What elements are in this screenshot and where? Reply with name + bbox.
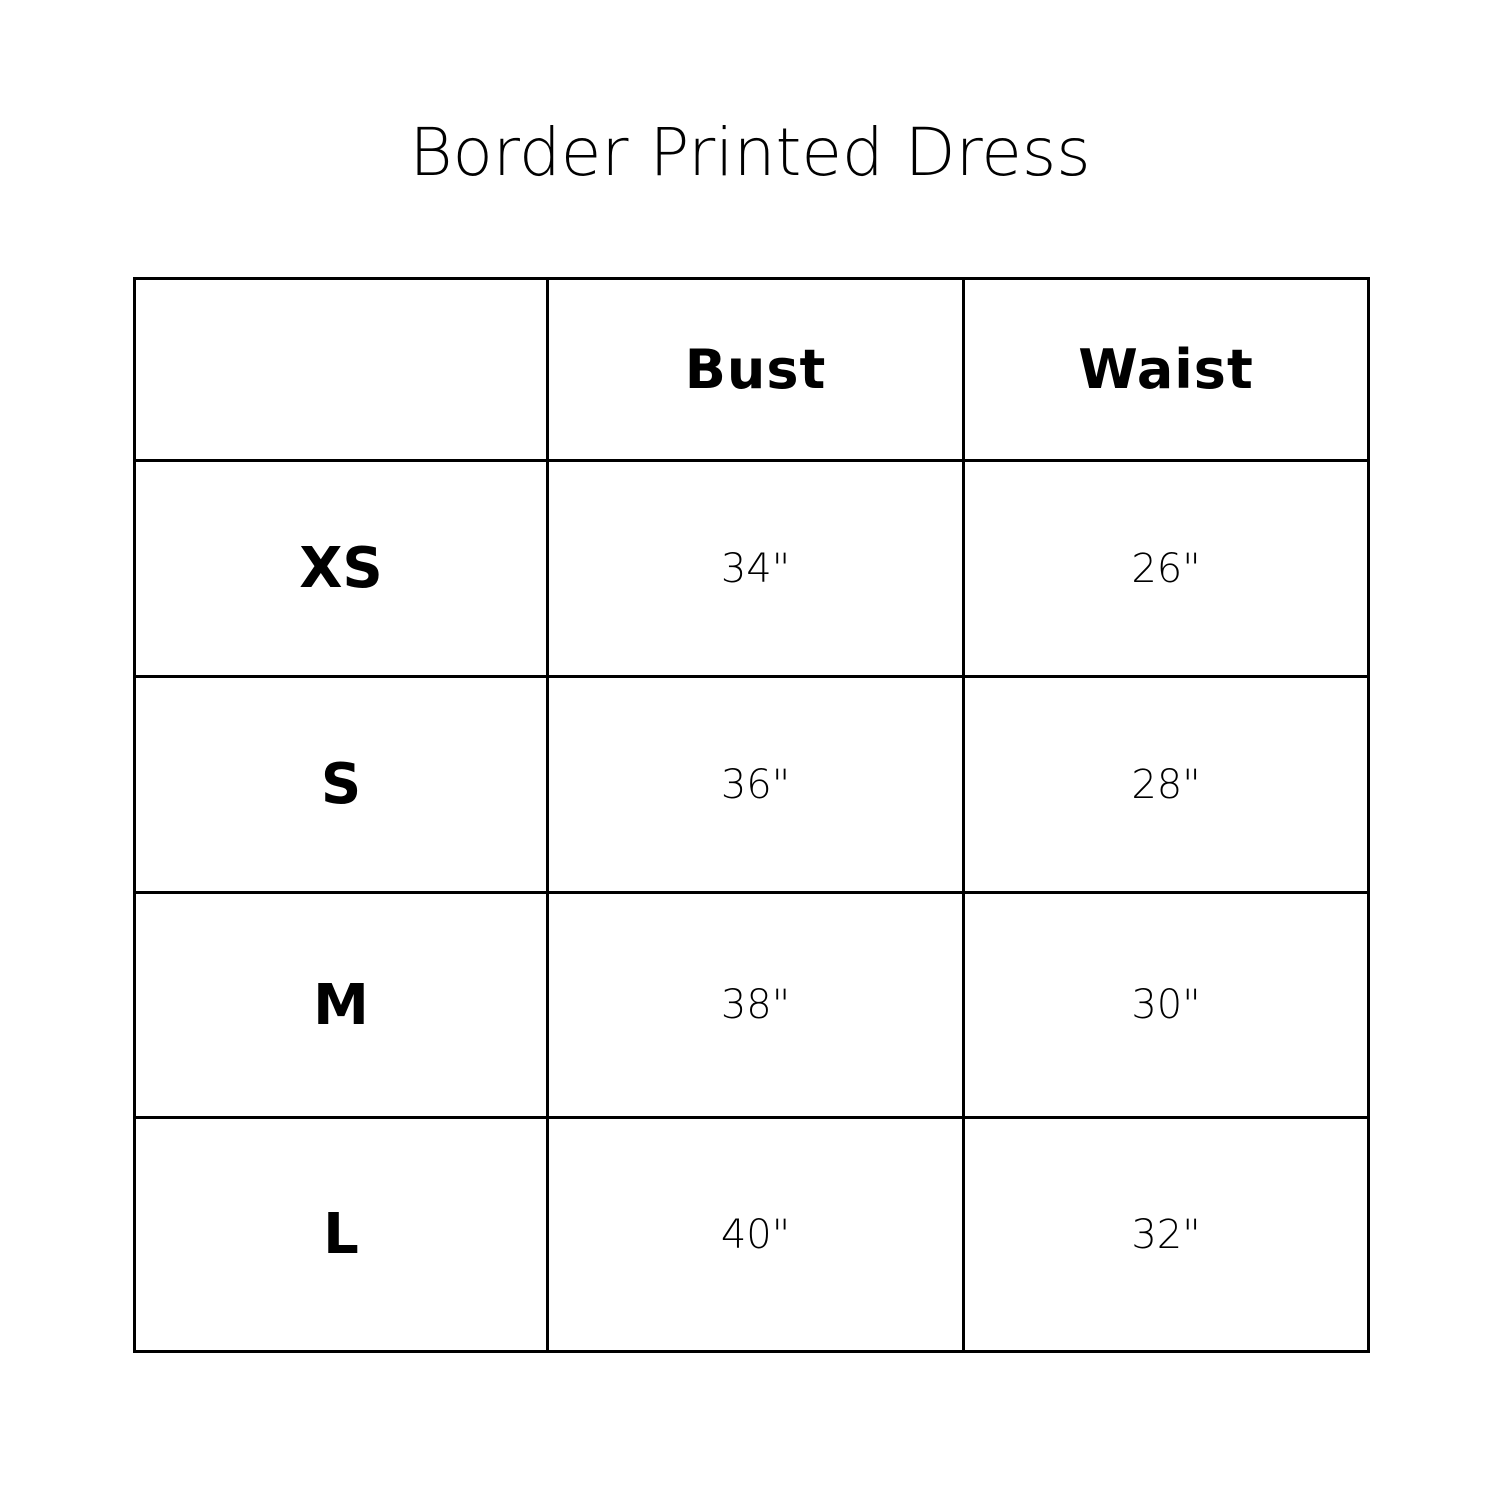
table-row	[135, 461, 1369, 677]
corner-cell	[135, 279, 548, 461]
size-chart-table	[133, 277, 1370, 1353]
column-header-bust: Bust	[548, 279, 964, 461]
page-title: Border Printed Dress	[409, 114, 1091, 191]
table-row	[135, 1118, 1369, 1352]
size-label: S	[135, 677, 548, 893]
column-header-waist: Waist	[964, 279, 1369, 461]
size-label: M	[135, 893, 548, 1118]
waist-value: 28"	[964, 677, 1369, 893]
table-row	[135, 677, 1369, 893]
size-label: L	[135, 1118, 548, 1352]
bust-value: 40"	[548, 1118, 964, 1352]
table-row	[135, 893, 1369, 1118]
table-header-row	[135, 279, 1369, 461]
bust-value: 38"	[548, 893, 964, 1118]
size-label: XS	[135, 461, 548, 677]
bust-value: 36"	[548, 677, 964, 893]
waist-value: 32"	[964, 1118, 1369, 1352]
bust-value: 34"	[548, 461, 964, 677]
waist-value: 26"	[964, 461, 1369, 677]
waist-value: 30"	[964, 893, 1369, 1118]
